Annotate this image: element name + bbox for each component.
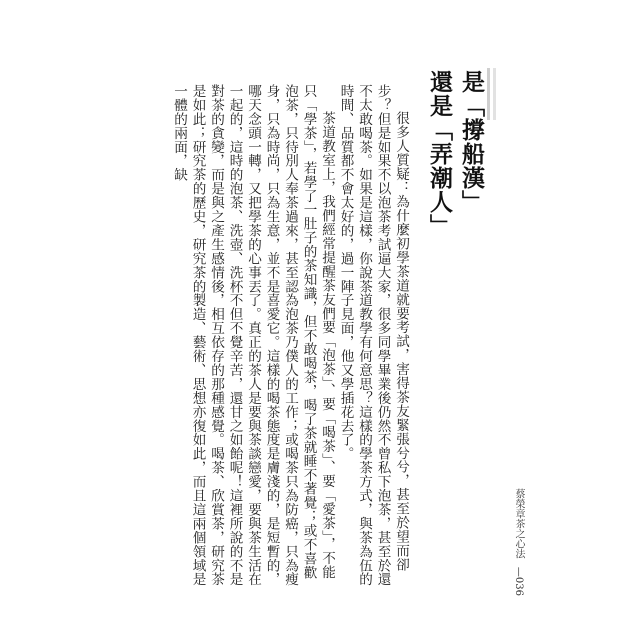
- heading-line-1: 是「撐船漢」: [458, 70, 485, 214]
- paragraph-2: 茶道教室上，我們經常提醒茶友們要「泡茶」、要「喝茶」、要「愛茶」，不能只「學茶」，若學了一肚子的茶知識，但不敢喝茶，喝了茶就睡不著覺；或不喜歡泡茶，只待別人奉茶過來，甚至認為泡茶乃僕人的工作；或喝茶只為防癌，只為瘦身，只為時尚，只為生意，並不是喜愛它。這樣的喝茶態度是膚淺的，是短暫的，哪天念頭一轉，又把學茶的心事丟了。真正的茶人是要與茶談戀愛，要與茶生活在一起的，這時的泡茶、洗壺、洗杯不但不覺辛苦，還甘之如飴呢！這裡所說的不是對茶的貪變，而是與之產生感情後，相互依存的那種感覺。喝茶、欣賞茶，研究茶是如此；研究茶的歷史，研究茶的製造、藝術、思想亦復如此，而且這兩個領域是一體的兩面，缺: [171, 84, 335, 587]
- running-header: [512, 489, 524, 596]
- running-header-book-title: 茶之心法: [513, 518, 524, 559]
- running-header-separator: —: [513, 566, 524, 577]
- heading-line-2: 還是「弄潮人」: [426, 70, 453, 238]
- running-header-author: 蔡榮章: [513, 488, 524, 519]
- section-heading: [423, 70, 487, 238]
- paragraph-1: 很多人質疑：為什麼初學茶道就要考試，害得茶友緊張兮兮，甚至於望而卻步？但是如果不以泡茶考試逼大家，很多同學畢業後仍然不曾私下泡茶，甚至於還不太敢喝茶。如果是這樣，你說茶道教學有何意思？這樣的學茶方式，與茶為伍的時間、品質都不會太好的，過一陣子見面，他又學插花去了。: [337, 84, 409, 587]
- decorative-bar: [487, 68, 490, 120]
- body-text: [160, 84, 410, 592]
- page-number: 036: [513, 576, 524, 596]
